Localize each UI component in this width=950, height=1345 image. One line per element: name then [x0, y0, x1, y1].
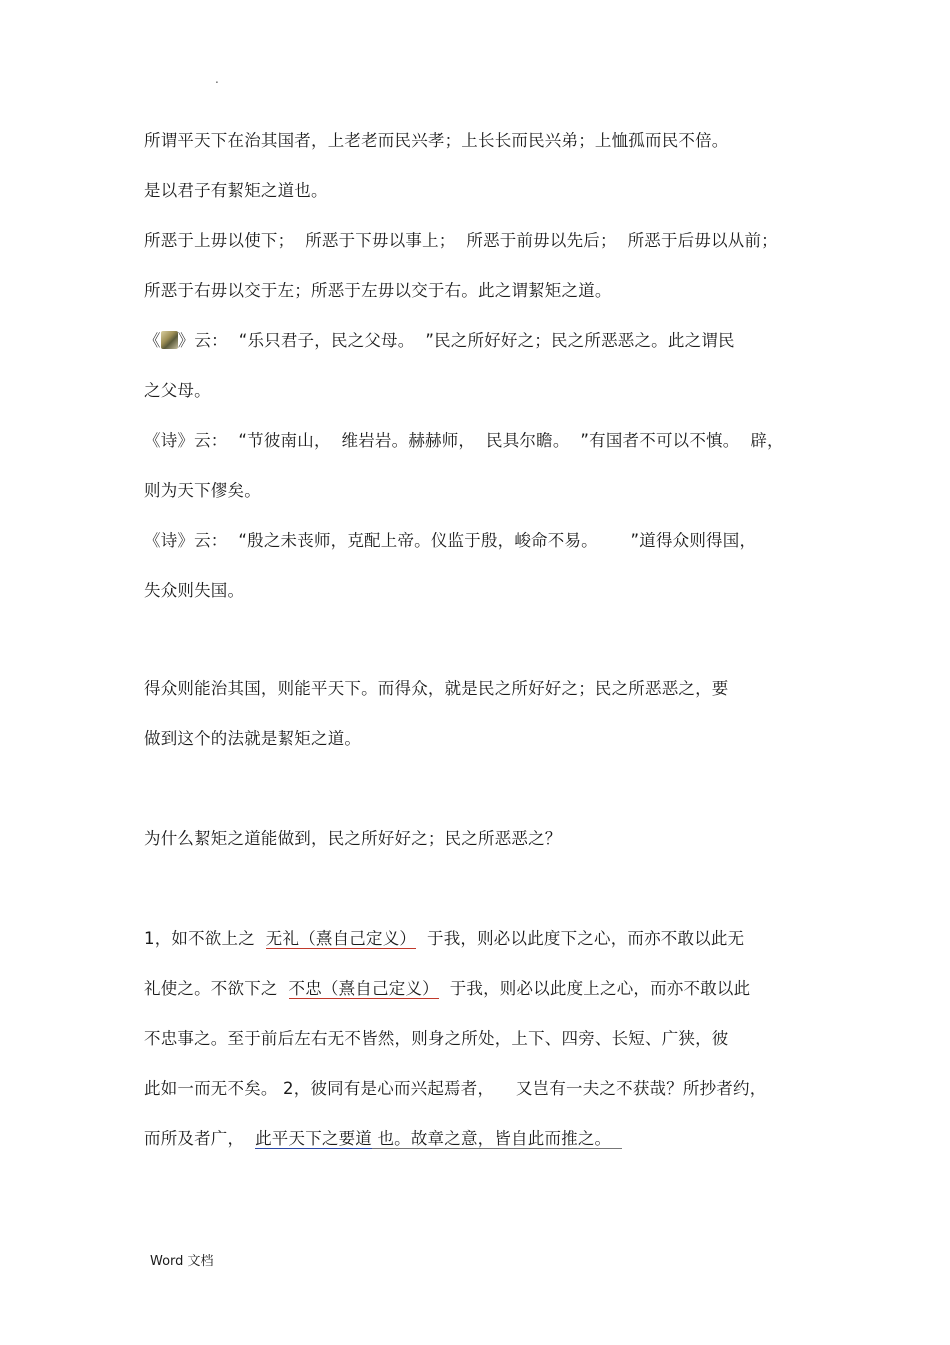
text-line: 做到这个的法就是絜矩之道。	[144, 729, 362, 748]
text-fragment: 》云： “乐只君子，民之父母。 ”民之所好好之；民之所恶恶之。此之谓民	[177, 331, 735, 350]
text-fragment: 于我，则必以此度下之心，而亦不敢以此无	[416, 929, 745, 948]
text-line: 失众则失国。	[144, 581, 245, 600]
text-fragment: 1，如不欲上之	[144, 929, 266, 948]
text-line	[144, 928, 744, 950]
text-line: 所恶于上毋以使下； 所恶于下毋以事上； 所恶于前毋以先后； 所恶于后毋以从前；	[144, 231, 778, 250]
stray-dot: .	[215, 72, 219, 86]
underlined-phrase: 也。故章之意，皆自此而推之。	[372, 1129, 623, 1148]
text-line: 得众则能治其国，则能平天下。而得众，就是民之所好好之；民之所恶恶之，要	[144, 679, 729, 698]
shi-character-image	[161, 331, 178, 349]
text-line: 是以君子有絜矩之道也。	[144, 181, 328, 200]
text-line: 所谓平天下在治其国者，上老老而民兴孝；上长长而民兴弟；上恤孤而民不倍。	[144, 131, 729, 150]
text-line: 为什么絜矩之道能做到，民之所好好之；民之所恶恶之？	[144, 829, 562, 848]
text-line: 此如一而无不矣。 2，彼同有是心而兴起焉者， 又岂有一夫之不获哉？所抄者约，	[144, 1079, 767, 1098]
text-line-shi	[144, 330, 735, 352]
text-line: 《诗》云： “节彼南山， 维岩岩。赫赫师， 民具尔瞻。 ”有国者不可以不慎。 辟，	[144, 431, 784, 450]
text-line: 之父母。	[144, 381, 211, 400]
text-line: 不忠事之。至于前后左右无不皆然，则身之所处，上下、四旁、长短、广狭，彼	[144, 1029, 729, 1048]
underlined-phrase: 不忠（熹自己定义）	[288, 979, 439, 998]
text-line	[144, 978, 750, 1000]
underlined-phrase: 此平天下之要道	[255, 1129, 372, 1148]
footer-label: Word 文档	[150, 1254, 214, 1269]
text-line: 所恶于右毋以交于左；所恶于左毋以交于右。此之谓絜矩之道。	[144, 281, 612, 300]
text-fragment: 《	[144, 331, 161, 350]
text-line	[144, 1128, 622, 1150]
text-line: 则为天下僇矣。	[144, 481, 261, 500]
text-fragment: 礼使之。不欲下之	[144, 979, 289, 998]
text-line: 《诗》云： “殷之未丧师，克配上帝。仪监于殷，峻命不易。 ”道得众则得国，	[144, 531, 757, 550]
text-fragment: 于我，则必以此度上之心，而亦不敢以此	[438, 979, 751, 998]
underlined-phrase: 无礼（熹自己定义）	[265, 929, 417, 948]
text-fragment: 而所及者广，	[144, 1129, 256, 1148]
